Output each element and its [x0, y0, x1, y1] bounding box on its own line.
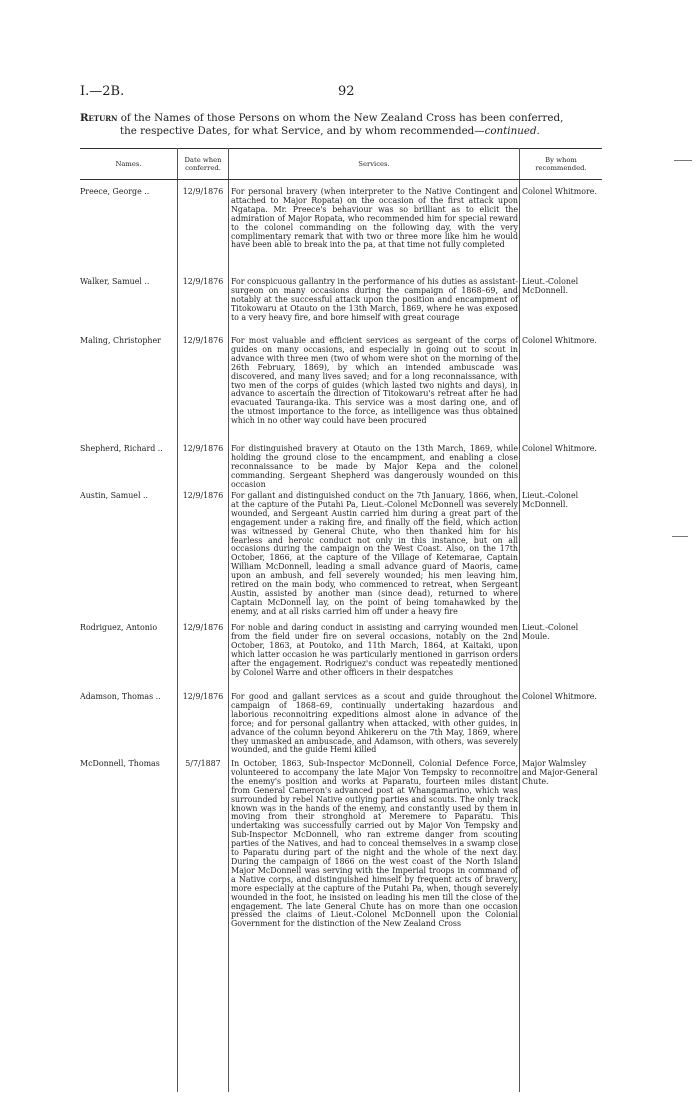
service-description: For personal bravery (when interpreter to the Native Contingent and attached to Major Ropata) on the occasion of the first attack upon Ngatapa. Mr. Preece's behaviour was so brilliant as to elicit the admiration of Major Ropata, who recommended him for special reward to the colonel commanding on the following day, with the very complimentary remark that with two or three more like him he would have been able to break into the pa, at that time not fully completed: [231, 187, 518, 250]
recipient-name: Austin, Samuel ..: [80, 491, 149, 500]
heading-line-1: of the Names of those Persons on whom the New Zealand Cross has been conferred,: [117, 112, 564, 124]
service-description: For conspicuous gallantry in the performance of his duties as assistant-surgeon on many occasions during the campaign of 1868–69, and notably at the successful attack upon the position and encampment of Titokowaru at Otauto on the 13th March, 1869, where he was exposed to a very heavy fire, and bore himself with great courage: [231, 277, 518, 322]
recipient-name: Adamson, Thomas ..: [80, 692, 161, 701]
heading-line-2: the respective Dates, for what Service, and by whom recommended—: [120, 125, 485, 137]
recommended-by: Lieut.-Colonel McDonnell.: [522, 491, 579, 509]
page-reference: I.—2B.: [80, 84, 125, 99]
recipient-name: McDonnell, Thomas: [80, 759, 160, 768]
page-number: 92: [338, 84, 355, 99]
recommended-by: Lieut.-Colonel Moule.: [522, 623, 579, 641]
recipient-name: Shepherd, Richard ..: [80, 444, 163, 453]
date-conferred: 12/9/1876: [182, 623, 224, 632]
column-divider: [228, 148, 229, 1092]
document-heading: [80, 112, 600, 138]
date-conferred: 12/9/1876: [182, 444, 224, 453]
recommended-by: Lieut.-Colonel McDonnell.: [522, 277, 579, 295]
page-header: [80, 84, 570, 104]
column-divider: [177, 148, 178, 1092]
margin-mark: [672, 536, 688, 537]
date-conferred: 12/9/1876: [182, 277, 224, 286]
recommended-by: Major Walmsley and Major-General Chute.: [522, 759, 598, 786]
recommended-by: Colonel Whitmore.: [522, 692, 597, 701]
column-header-services: Services.: [358, 159, 390, 168]
column-divider: [519, 148, 520, 1092]
recommended-by: Colonel Whitmore.: [522, 444, 597, 453]
service-description: For gallant and distinguished conduct on the 7th January, 1866, when, at the capture of the Putahi Pa, Lieut.-Colonel McDonnell was severely wounded, and Sergeant Austin carried him during a great part of the engagement under a raking fire, and finally off the field, which action was witnessed by General Chute, who then thanked him for his fearless and heroic conduct not only in this instance, but on all occasions during the campaign on the West Coast. Also, on the 17th October, 1866, at the capture of the Village of Ketemarae, Captain William McDonnell, leading a small advance guard of Maoris, came upon an ambush, and fell severely wounded; his men leaving him, retired on the main body, who commenced to retreat, when Sergeant Austin, assisted by another man (since dead), returned to where Captain McDonnell lay, on the point of being tomahawked by the enemy, and at all risks carried him off under a heavy fire: [231, 491, 518, 616]
service-description: For noble and daring conduct in assisting and carrying wounded men from the field under fire on several occasions, notably on the 2nd October, 1863, at Poutoko, and 11th March, 1864, at Kaitaki, upon which latter occasion he was particularly mentioned in garrison orders after the engagement. Rodriguez's conduct was repeatedly mentioned by Colonel Warre and other officers in their despatches: [231, 623, 518, 677]
date-conferred: 12/9/1876: [182, 692, 224, 701]
recipient-name: Rodriguez, Antonio: [80, 623, 158, 632]
recommended-by: Colonel Whitmore.: [522, 187, 597, 196]
date-conferred: 12/9/1876: [182, 187, 224, 196]
column-header-names: Names.: [115, 159, 142, 168]
date-conferred: 12/9/1876: [182, 491, 224, 500]
heading-return-word: Return: [80, 112, 118, 124]
recipient-name: Preece, George ..: [80, 187, 150, 196]
column-header-date: Date when conferred.: [184, 155, 222, 172]
margin-mark: [674, 160, 692, 161]
recommended-by: Colonel Whitmore.: [522, 336, 597, 345]
date-conferred: 12/9/1876: [182, 336, 224, 345]
service-description: For distinguished bravery at Otauto on the 13th March, 1869, while holding the ground close to the encampment, and enabling a close reconnaissance to be made by Major Kepa and the colonel commanding. Sergeant Shepherd was dangerously wounded on this occasion: [231, 444, 518, 489]
service-description: For good and gallant services as a scout and guide throughout the campaign of 1868–69, continually undertaking hazardous and laborious reconnoitring expeditions almost alone in advance of the force; and for personal gallantry when attacked, with other guides, in advance of the column beyond Ahikereru on the 7th May, 1869, where they unmasked an ambuscade, and Adamson, with others, was severely wounded, and the guide Hemi killed: [231, 692, 518, 755]
recipient-name: Walker, Samuel ..: [80, 277, 150, 286]
column-header-recommended: By whom recommended.: [535, 155, 587, 172]
recipient-name: Maling, Christopher: [80, 336, 161, 345]
service-description: In October, 1863, Sub-Inspector McDonnell, Colonial Defence Force, volunteered to accompany the late Major Von Tempsky to reconnoitre the enemy's position and works at Paparatu, fourteen miles distant from General Cameron's advanced post at Whangamarino, which was surrounded by rebel Native outlying parties and scouts. The only track known was in the hands of the enemy, and constantly used by them in moving from their stronghold at Meremere to Paparatu. This undertaking was successfully carried out by Major Von Tempsky and Sub-Inspector McDonnell, who ran extreme danger from scouting parties of the Natives, and had to conceal themselves in a swamp close to Paparatu during part of the night and the whole of the next day. During the campaign of 1866 on the west coast of the North Island Major McDonnell was serving with the Imperial troops in command of a Native corps, and distinguished himself by frequent acts of bravery, more especially at the capture of the Putahi Pa, when, though severely wounded in the foot, he insisted on leading his men till the close of the engagement. The late General Chute has on more than one occasion pressed the claims of Lieut.-Colonel McDonnell upon the Colonial Government for the distinction of the New Zealand Cross: [231, 759, 518, 929]
date-conferred: 5/7/1887: [185, 759, 221, 768]
service-description: For most valuable and efficient services as sergeant of the corps of guides on many occasions, and especially in going out to scout in advance with three men (two of whom were shot on the morning of the 26th February, 1869), by which an intended ambuscade was discovered, and many lives saved; and for a long reconnaissance, with two men of the corps of guides (which lasted two nights and days), in advance to ascertain the direction of Titokowaru's retreat after he had evacuated Tauranga-ika. This service was a most daring one, and of the utmost importance to the force, as intelligence was thus obtained which in no other way could have been procured: [231, 336, 518, 426]
heading-continued: continued.: [484, 125, 540, 137]
